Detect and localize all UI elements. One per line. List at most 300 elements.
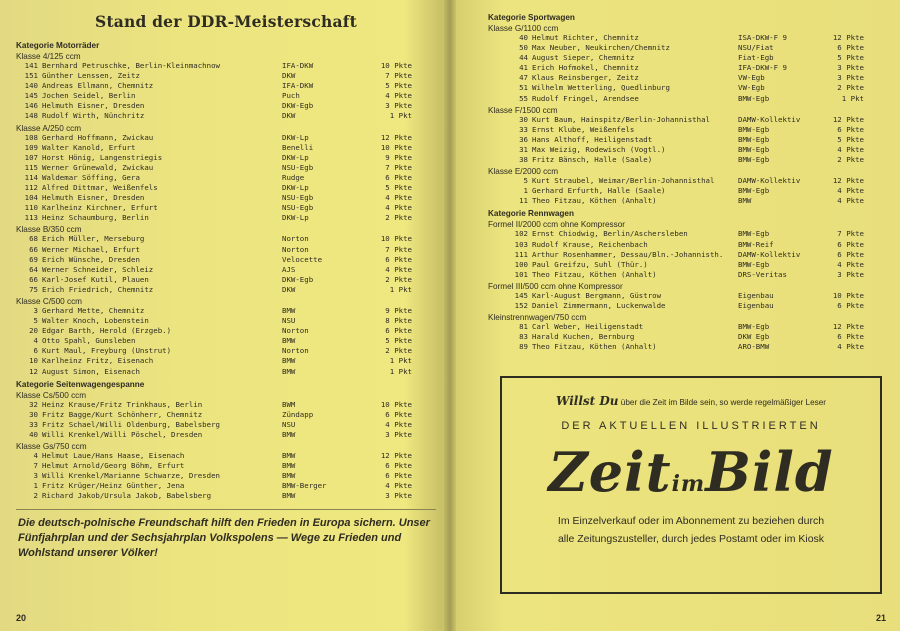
driver-name: Ernst Chiodwig, Berlin/Aschersleben (532, 229, 688, 239)
start-number: 81 (519, 322, 528, 332)
points: 3 Pkte (837, 269, 864, 279)
start-number: 103 (514, 239, 528, 249)
driver-name: Karlheinz Kirchner, Erfurt (42, 203, 158, 213)
left-results (16, 41, 436, 501)
driver-name: Rudolf Wirth, Nünchritz (42, 111, 145, 121)
start-number: 11 (519, 196, 528, 206)
driver-name: Edgar Barth, Herold (Erzgeb.) (42, 326, 172, 336)
start-number: 1 (33, 481, 38, 491)
driver-name: Helmut Laue/Hans Haase, Eisenach (42, 451, 185, 460)
class-heading: Klasse Gs/750 ccm (16, 442, 87, 451)
points: 10 Pkte (380, 234, 412, 244)
points: 6 Pkte (385, 461, 412, 471)
driver-name: Karlheinz Fritz, Eisenach (42, 356, 154, 366)
vehicle: BWM (282, 399, 296, 409)
points: 7 Pkte (385, 71, 412, 81)
driver-name: Theo Fitzau, Köthen (Anhalt) (532, 342, 657, 352)
result-row (16, 193, 436, 203)
points: 3 Pkte (837, 73, 864, 83)
points: 5 Pkte (837, 134, 864, 144)
driver-name: Erich Müller, Merseburg (42, 234, 145, 244)
points: 2 Pkte (385, 213, 412, 223)
category-heading: Kategorie Motorräder (16, 41, 100, 50)
ad-logo-bild: Bild (705, 440, 834, 504)
result-row (488, 229, 886, 239)
vehicle: Benelli (282, 142, 314, 152)
vehicle: BMW-Egb (738, 144, 770, 154)
driver-name: Helmut Arnold/Georg Böhm, Erfurt (42, 461, 185, 471)
start-number: 69 (29, 254, 38, 264)
points: 4 Pkte (385, 193, 412, 203)
start-number: 30 (519, 114, 528, 124)
result-row (16, 471, 436, 481)
result-row (16, 461, 436, 471)
points: 5 Pkte (385, 183, 412, 193)
vehicle: NSU (282, 419, 296, 429)
start-number: 3 (33, 305, 38, 315)
vehicle: DKW (282, 284, 296, 294)
start-number: 110 (24, 203, 38, 213)
points: 3 Pkte (385, 101, 412, 111)
start-number: 141 (24, 61, 38, 70)
vehicle: BMW (282, 336, 296, 346)
start-number: 108 (24, 132, 38, 142)
result-row (16, 245, 436, 255)
vehicle: DKW-Egb (282, 274, 314, 284)
driver-name: Theo Fitzau, Köthen (Anhalt) (532, 196, 657, 206)
start-number: 50 (519, 43, 528, 53)
driver-name: Max Neuber, Neukirchen/Chemnitz (532, 43, 670, 53)
vehicle: BMW (282, 491, 296, 501)
points: 4 Pkte (837, 186, 864, 196)
start-number: 115 (24, 162, 38, 172)
driver-name: Walter Kanold, Erfurt (42, 142, 136, 152)
vehicle: Rudge (282, 172, 305, 182)
points: 1 Pkt (389, 366, 412, 376)
points: 12 Pkte (832, 322, 864, 332)
start-number: 151 (24, 71, 38, 81)
vehicle: IFA-DKW (282, 61, 314, 70)
start-number: 12 (29, 366, 38, 376)
vehicle: Eigenbau (738, 300, 774, 310)
vehicle: DKW-Lp (282, 152, 309, 162)
points: 2 Pkte (837, 155, 864, 165)
footer-slogan: Die deutsch-polnische Freundschaft hilft den Frieden in Europa sichern. Unser Fünfjahrplan und der Sechsjahrplan Volkspolens — Wege zu Frieden und Wohlstand unserer Völker! (16, 509, 436, 561)
driver-name: Paul Greifzu, Suhl (Thür.) (532, 259, 648, 269)
start-number: 44 (519, 53, 528, 63)
start-number: 113 (24, 213, 38, 223)
driver-name: Otto Spahl, Gunsleben (42, 336, 136, 346)
result-row (488, 33, 886, 43)
vehicle: BMW (282, 366, 296, 376)
vehicle: Norton (282, 234, 309, 244)
vehicle: ARO-BMW (738, 342, 770, 352)
points: 6 Pkte (385, 172, 412, 182)
points: 7 Pkte (385, 244, 412, 254)
driver-name: Gerhard Erfurth, Halle (Saale) (532, 186, 666, 196)
start-number: 6 (33, 346, 38, 356)
driver-name: Erich Friedrich, Chemnitz (42, 284, 154, 294)
points: 4 Pkte (385, 419, 412, 429)
vehicle: BMW-Egb (738, 322, 770, 332)
page-title: Stand der DDR-Meisterschaft (95, 12, 357, 31)
result-row (488, 342, 886, 352)
result-row (488, 115, 886, 125)
points: 3 Pkte (385, 429, 412, 439)
start-number: 146 (24, 101, 38, 111)
start-number: 102 (514, 229, 528, 239)
vehicle: Eigenbau (738, 290, 774, 300)
result-row (16, 255, 436, 265)
points: 6 Pkte (837, 300, 864, 310)
start-number: 66 (29, 274, 38, 284)
vehicle: DAMW-Kollektiv (738, 176, 801, 186)
start-number: 68 (29, 234, 38, 244)
class-heading: Klasse E/2000 ccm (488, 167, 559, 177)
driver-name: August Simon, Eisenach (42, 366, 140, 376)
class-heading: Formel III/500 ccm ohne Kompressor (488, 281, 623, 291)
start-number: 32 (29, 399, 38, 409)
vehicle: BMW (282, 471, 296, 481)
vehicle: BMW-Egb (738, 229, 770, 239)
ad-text (502, 512, 880, 548)
vehicle: BMW-Egb (738, 124, 770, 134)
result-row (488, 186, 886, 196)
driver-name: Kurt Maul, Freyburg (Unstrut) (42, 346, 172, 356)
points: 6 Pkte (837, 249, 864, 259)
result-row (16, 61, 436, 71)
result-row (16, 111, 436, 121)
vehicle: Norton (282, 346, 309, 356)
points: 10 Pkte (832, 290, 864, 300)
result-row (16, 336, 436, 346)
points: 3 Pkte (837, 63, 864, 73)
result-row (488, 73, 886, 83)
points: 6 Pkte (837, 239, 864, 249)
start-number: 140 (24, 81, 38, 91)
ad-lead-bold: Willst Du (555, 394, 619, 408)
vehicle: BMW (738, 196, 752, 206)
driver-name: Werner Grünewald, Zwickau (42, 162, 154, 172)
start-number: 33 (519, 124, 528, 134)
start-number: 41 (519, 63, 528, 73)
points: 7 Pkte (385, 162, 412, 172)
driver-name: Bernhard Petruschke, Berlin-Kleinmachnow (42, 61, 220, 70)
points: 3 Pkte (385, 491, 412, 501)
vehicle: DRS-Veritas (738, 269, 787, 279)
ad-logo-im: im (671, 471, 706, 497)
page-number-left: 20 (16, 613, 27, 623)
points: 1 Pkt (389, 111, 412, 121)
driver-name: Ernst Klube, Weißenfels (532, 124, 635, 134)
driver-name: Werner Michael, Erfurt (42, 244, 140, 254)
result-row (16, 430, 436, 440)
points: 1 Pkt (389, 356, 412, 366)
start-number: 38 (519, 155, 528, 165)
points: 10 Pkte (380, 61, 412, 70)
vehicle: AJS (282, 264, 296, 274)
vehicle: NSU (282, 316, 296, 326)
vehicle: DKW-Lp (282, 183, 309, 193)
vehicle: Norton (282, 244, 309, 254)
left-page (0, 0, 446, 631)
driver-name: Helmuth Eisner, Dresden (42, 193, 145, 203)
driver-name: Fritz Schael/Willi Oldenburg, Babelsberg (42, 419, 220, 429)
result-row (488, 135, 886, 145)
points: 2 Pkte (385, 346, 412, 356)
start-number: 111 (514, 249, 528, 259)
points: 6 Pkte (837, 43, 864, 53)
driver-name: Max Weizig, Rodewisch (Vogtl.) (532, 144, 666, 154)
result-row (16, 71, 436, 81)
result-row (16, 91, 436, 101)
points: 6 Pkte (837, 332, 864, 342)
driver-name: Gerhard Hoffmann, Zwickau (42, 132, 154, 142)
driver-name: Fritz Bagge/Kurt Schönherr, Chemnitz (42, 409, 203, 419)
driver-name: Kurt Baum, Hainspitz/Berlin-Johannisthal (532, 114, 710, 124)
result-row (488, 322, 886, 332)
start-number: 89 (519, 342, 528, 352)
result-row (16, 275, 436, 285)
start-number: 66 (29, 244, 38, 254)
result-row (16, 410, 436, 420)
points: 7 Pkte (837, 229, 864, 239)
driver-name: Arthur Rosenhammer, Dessau/Bln.-Johannisth. (532, 249, 724, 259)
vehicle: IFA-DKW-F 9 (738, 63, 787, 73)
points: 4 Pkte (837, 196, 864, 206)
result-row (16, 400, 436, 410)
driver-name: Waldemar Söffing, Gera (42, 172, 140, 182)
vehicle: VW-Egb (738, 73, 765, 83)
result-row (488, 145, 886, 155)
start-number: 30 (29, 409, 38, 419)
points: 2 Pkte (385, 274, 412, 284)
driver-name: Kurt Straubel, Weimar/Berlin-Johannisthal (532, 176, 715, 186)
class-heading: Formel II/2000 ccm ohne Kompressor (488, 220, 625, 230)
start-number: 64 (29, 264, 38, 274)
result-row (16, 183, 436, 193)
result-row (16, 153, 436, 163)
vehicle: BMW-Egb (738, 134, 770, 144)
driver-name: Horst Hönig, Langenstriegis (42, 152, 163, 162)
points: 6 Pkte (385, 254, 412, 264)
class-heading: Klasse 4/125 ccm (16, 52, 81, 61)
result-row (16, 143, 436, 153)
result-row (488, 43, 886, 53)
driver-name: Wilhelm Wetterling, Quedlinburg (532, 83, 670, 93)
start-number: 145 (514, 290, 528, 300)
points: 12 Pkte (832, 33, 864, 42)
result-row (16, 173, 436, 183)
result-row (488, 125, 886, 135)
category-heading: Kategorie Sportwagen (488, 13, 575, 22)
vehicle: DKW-Lp (282, 213, 309, 223)
page-number-right: 21 (875, 613, 886, 623)
vehicle: BMW-Egb (738, 155, 770, 165)
start-number: 83 (519, 332, 528, 342)
driver-name: Karl-August Bergmann, Güstrow (532, 290, 662, 300)
start-number: 1 (523, 186, 528, 196)
driver-name: August Sieper, Chemnitz (532, 53, 635, 63)
ad-logo (502, 440, 880, 504)
driver-name: Gerhard Mette, Chemnitz (42, 305, 145, 315)
result-row (488, 270, 886, 280)
ad-logo-zeit: Zeit (548, 440, 672, 504)
driver-name: Heinz Krause/Fritz Trinkhaus, Berlin (42, 399, 203, 409)
driver-name: Karl-Josef Kutil, Plauen (42, 274, 149, 284)
vehicle: VW-Egb (738, 83, 765, 93)
start-number: 114 (24, 172, 38, 182)
result-row (488, 83, 886, 93)
vehicle: BMW (282, 451, 296, 460)
vehicle: DKW Egb (738, 332, 770, 342)
driver-name: Rudolf Fringel, Arendsee (532, 93, 639, 103)
points: 6 Pkte (385, 409, 412, 419)
start-number: 31 (519, 144, 528, 154)
points: 10 Pkte (380, 142, 412, 152)
points: 4 Pkte (385, 264, 412, 274)
points: 10 Pkte (380, 399, 412, 409)
driver-name: Harald Kuchen, Bernburg (532, 332, 635, 342)
points: 12 Pkte (380, 451, 412, 460)
points: 2 Pkte (837, 83, 864, 93)
result-row (488, 94, 886, 104)
result-row (16, 481, 436, 491)
result-row (16, 316, 436, 326)
driver-name: Heinz Schaumburg, Berlin (42, 213, 149, 223)
driver-name: Andreas Ellmann, Chemnitz (42, 81, 154, 91)
vehicle: DKW-Lp (282, 132, 309, 142)
result-row (488, 176, 886, 186)
start-number: 2 (33, 491, 38, 501)
result-row (16, 356, 436, 366)
result-row (16, 367, 436, 377)
vehicle: NSU-Egb (282, 162, 314, 172)
category-heading: Kategorie Seitenwagengespanne (16, 379, 145, 389)
driver-name: Alfred Dittmar, Weißenfels (42, 183, 158, 193)
points: 6 Pkte (385, 326, 412, 336)
vehicle: NSU-Egb (282, 203, 314, 213)
points: 1 Pkt (389, 284, 412, 294)
driver-name: Willi Krenkel/Marianne Schwarze, Dresden (42, 471, 220, 481)
start-number: 112 (24, 183, 38, 193)
start-number: 5 (523, 176, 528, 186)
vehicle: BMW-Reif (738, 239, 774, 249)
vehicle: Norton (282, 326, 309, 336)
start-number: 104 (24, 193, 38, 203)
driver-name: Klaus Reinsberger, Zeitz (532, 73, 639, 83)
points: 4 Pkte (837, 342, 864, 352)
ad-subtitle: DER AKTUELLEN ILLUSTRIERTEN (561, 420, 821, 432)
result-row (488, 250, 886, 260)
start-number: 101 (514, 269, 528, 279)
points: 4 Pkte (385, 91, 412, 101)
result-row (488, 301, 886, 311)
result-row (16, 133, 436, 143)
points: 12 Pkte (832, 114, 864, 124)
start-number: 145 (24, 91, 38, 101)
class-heading: Klasse A/250 ccm (16, 123, 82, 133)
class-heading: Klasse C/500 ccm (16, 296, 82, 306)
vehicle: BMW-Egb (738, 93, 770, 103)
vehicle: DKW (282, 71, 296, 81)
points: 5 Pkte (385, 81, 412, 91)
driver-name: Fritz Krüger/Heinz Günther, Jena (42, 481, 185, 491)
class-heading: Klasse B/350 ccm (16, 225, 82, 235)
result-row (488, 53, 886, 63)
class-heading: Kleinstrennwagen/750 ccm (488, 313, 587, 323)
vehicle: DKW-Egb (282, 101, 314, 111)
result-row (488, 196, 886, 206)
start-number: 7 (33, 461, 38, 471)
result-row (16, 163, 436, 173)
result-row (16, 346, 436, 356)
result-row (16, 420, 436, 430)
result-row (488, 291, 886, 301)
ad-lead (502, 394, 880, 408)
result-row (488, 63, 886, 73)
start-number: 107 (24, 152, 38, 162)
vehicle: DAMW-Kollektiv (738, 114, 801, 124)
vehicle: BMW-Berger (282, 481, 327, 491)
driver-name: Theo Fitzau, Köthen (Anhalt) (532, 269, 657, 279)
driver-name: Werner Schneider, Schleiz (42, 264, 154, 274)
points: 4 Pkte (837, 144, 864, 154)
result-row (488, 155, 886, 165)
vehicle: BMW (282, 305, 296, 315)
driver-name: Rudolf Krause, Reichenbach (532, 239, 648, 249)
start-number: 10 (29, 356, 38, 366)
start-number: 3 (33, 471, 38, 481)
start-number: 40 (519, 33, 528, 42)
driver-name: Helmut Richter, Chemnitz (532, 33, 639, 42)
start-number: 148 (24, 111, 38, 121)
driver-name: Daniel Zimmermann, Luckenwalde (532, 300, 666, 310)
vehicle: Velocette (282, 254, 323, 264)
vehicle: BMW (282, 356, 296, 366)
start-number: 47 (519, 73, 528, 83)
vehicle: BMW-Egb (738, 259, 770, 269)
points: 4 Pkte (385, 481, 412, 491)
start-number: 5 (33, 316, 38, 326)
vehicle: DKW (282, 111, 296, 121)
driver-name: Erich Hofmokel, Chemnitz (532, 63, 639, 73)
points: 6 Pkte (837, 124, 864, 134)
points: 5 Pkte (837, 53, 864, 63)
advertisement (500, 376, 882, 594)
points: 4 Pkte (385, 203, 412, 213)
result-row (16, 326, 436, 336)
result-row (488, 332, 886, 342)
vehicle: IFA-DKW (282, 81, 314, 91)
start-number: 4 (33, 451, 38, 460)
vehicle: ISA-DKW-F 9 (738, 33, 787, 42)
result-row (16, 306, 436, 316)
points: 12 Pkte (832, 176, 864, 186)
start-number: 109 (24, 142, 38, 152)
vehicle: NSU-Egb (282, 193, 314, 203)
start-number: 152 (514, 300, 528, 310)
category-heading: Kategorie Rennwagen (488, 209, 574, 219)
result-row (16, 451, 436, 461)
result-row (488, 260, 886, 270)
start-number: 55 (519, 93, 528, 103)
vehicle: BMW (282, 461, 296, 471)
result-row (16, 265, 436, 275)
ad-lead-rest: über die Zeit im Bilde sein, so werde regelmäßiger Leser (620, 398, 827, 407)
vehicle: BMW (282, 429, 296, 439)
result-row (16, 101, 436, 111)
